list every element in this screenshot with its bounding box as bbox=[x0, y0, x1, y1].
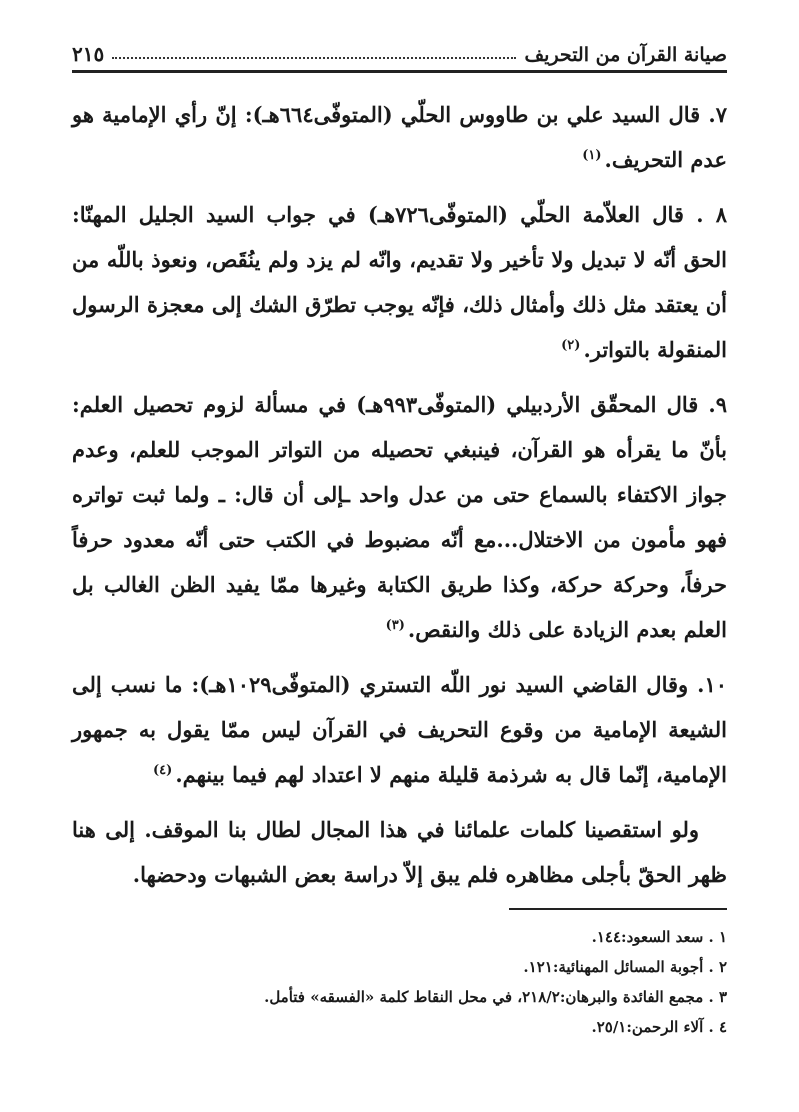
paragraph-conclusion bbox=[72, 807, 727, 897]
footnote-ref-2: (٢) bbox=[561, 338, 581, 353]
footnote-4: ٤ . آلاء الرحمن:٢٥/١. bbox=[591, 1018, 727, 1036]
footnote-rule bbox=[509, 908, 727, 910]
paragraph-10 bbox=[72, 662, 727, 797]
paragraph-9 bbox=[72, 382, 727, 652]
running-header bbox=[72, 30, 727, 66]
footnote-2: ٢ . أجوبة المسائل المهنائية:١٢١. bbox=[523, 958, 727, 976]
paragraph-text: ولو استقصينا كلمات علمائنا في هذا المجال لطال بنا الموقف. إلى هنا ظهر الحقّ بأجلى مظاهره فلم يبق إلاّ دراسة بعض الشبهات ودحضها. bbox=[72, 817, 727, 887]
footnotes bbox=[72, 922, 727, 1042]
footnote-3: ٣ . مجمع الفائدة والبرهان:٢١٨/٢، في محل النقاط كلمة «الفسقه» فتأمل. bbox=[264, 988, 727, 1006]
paragraph-7 bbox=[72, 92, 727, 182]
paragraph-text: ٨ . قال العلاّمة الحلّي (المتوفّى٧٢٦هـ) في جواب السيد الجليل المهنّا: الحق أنّه لا تبديل ولا تأخير ولا تقديم، وانّه لم يزد ولم ينُقَص، ونعوذ باللّه من أن يعتقد مثل ذلك وأمثال ذلك، فإنّه يوجب تطرّق الشك إلى معجزة الرسول المنقولة بالتواتر. bbox=[72, 202, 728, 362]
footnote-ref-3: (٣) bbox=[385, 618, 405, 633]
footnote-ref-4: (٤) bbox=[153, 763, 173, 778]
footnote-1: ١ . سعد السعود:١٤٤. bbox=[591, 928, 727, 946]
main-text bbox=[72, 92, 727, 907]
footnote-ref-1: (١) bbox=[582, 148, 602, 163]
dot-leader bbox=[112, 57, 516, 59]
running-header-title: صيانة القرآن من التحريف bbox=[524, 44, 727, 66]
paragraph-8 bbox=[72, 192, 727, 372]
header-rule bbox=[72, 70, 727, 73]
page-number: ٢١٥ bbox=[72, 42, 105, 66]
paragraph-text: ٧. قال السيد علي بن طاووس الحلّي (المتوفّى٦٦٤هـ): إنّ رأي الإمامية هو عدم التحريف. bbox=[72, 102, 728, 172]
paragraph-text: ٩. قال المحقّق الأردبيلي (المتوفّى٩٩٣هـ) في مسألة لزوم تحصيل العلم: بأنّ ما يقرأه هو القرآن، فينبغي تحصيله من التواتر الموجب للعلم، وعدم جواز الاكتفاء بالسماع حتى من عدل واحد ـإلى أن قال: ـ ولما ثبت تواتره فهو مأمون من الاختلال...مع أنّه مضبوط في الكتب حتى أنّه معدود حرفاً حرفاً، وحركة حركة، وكذا طريق الكتابة وغيرها ممّا يفيد الظن الغالب بل العلم بعدم الزيادة على ذلك والنقص. bbox=[72, 392, 728, 642]
paragraph-text: ١٠. وقال القاضي السيد نور اللّه التستري (المتوفّى١٠٢٩هـ): ما نسب إلى الشيعة الإمامية من وقوع التحريف في القرآن ليس ممّا يقول به جمهور الإمامية، إنّما قال به شرذمة قليلة منهم لا اعتداد لهم فيما بينهم. bbox=[72, 672, 727, 787]
